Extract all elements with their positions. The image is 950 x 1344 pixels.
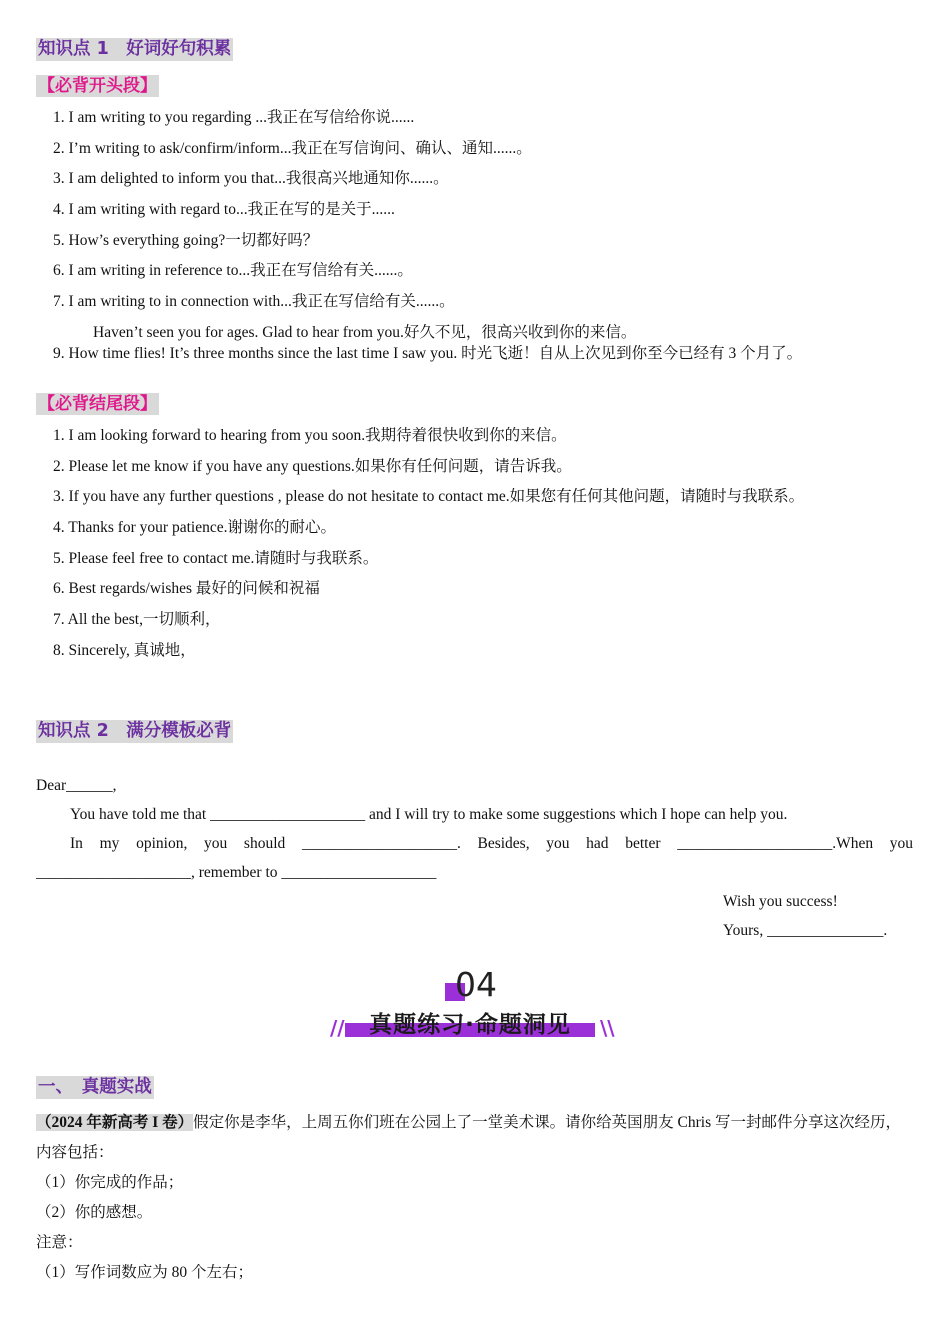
- section-heading-exam-practice: 一、 真题实战: [38, 1077, 152, 1097]
- template-line-3: ____________________, remember to ____________________: [36, 864, 437, 881]
- list-item: 8. Sincerely, 真诚地，: [53, 641, 196, 659]
- list-item: 4. Thanks for your patience.谢谢你的耐心。: [53, 519, 336, 537]
- list-item: 5. How’s everything going?一切都好吗？: [53, 231, 319, 249]
- list-item: 7. All the best,一切顺利，: [53, 611, 221, 629]
- list-item: 9. How time flies! It’s three months since the last time I saw you. 时光飞逝！自从上次见到你至今已经有 3 个月了。: [53, 345, 803, 362]
- banner-slash-right: \\: [600, 1016, 615, 1040]
- list-item: 1. I am looking forward to hearing from you soon.我期待着很快收到你的来信。: [53, 427, 567, 444]
- section-banner: [330, 965, 620, 1045]
- list-item: 5. Please feel free to contact me.请随时与我联系。: [53, 549, 379, 567]
- list-item: 4. I am writing with regard to...我正在写的是关于......: [53, 201, 395, 219]
- list-item: Haven’t seen you for ages. Glad to hear from you.好久不见，很高兴收到你的来信。: [93, 324, 637, 341]
- closing-phrase-list: [53, 425, 804, 671]
- letter-salutation: Dear______,: [36, 777, 117, 794]
- list-item: 2. I’m writing to ask/confirm/inform...我正在写信询问、确认、通知......。: [53, 139, 532, 157]
- list-item: 7. I am writing to in connection with...我正在写信给有关......。: [53, 293, 455, 311]
- section-heading-knowledge-2: 知识点 2 满分模板必背: [38, 721, 232, 741]
- section-heading-knowledge-1: 知识点 1 好词好句积累: [38, 39, 232, 59]
- requirement-item: （2）你的感想。: [36, 1204, 153, 1221]
- exam-prompt-text: 假定你是李华，上周五你们班在公园上了一堂美术课。请你给英国朋友 Chris 写一封邮件分享这次经历，内容包括：: [36, 1114, 902, 1161]
- requirement-item: （1）你完成的作品；: [36, 1174, 184, 1191]
- list-item: 6. Best regards/wishes 最好的问候和祝福: [53, 580, 320, 598]
- opening-paragraph-label: 【必背开头段】: [38, 76, 157, 96]
- exam-prompt: [36, 1108, 914, 1168]
- list-item: 3. I am delighted to inform you that...我很高兴地通知你......。: [53, 170, 449, 188]
- banner-title: 真题练习·命题洞见: [369, 1012, 571, 1038]
- template-line-2: In my opinion, you should ____________________. Besides, you had better ____________________.When you: [70, 835, 914, 852]
- list-item: 2. Please let me know if you have any questions.如果你有任何问题，请告诉我。: [53, 457, 572, 475]
- banner-slash-left: //: [330, 1016, 345, 1040]
- closing-paragraph-label: 【必背结尾段】: [38, 394, 157, 414]
- letter-closing-wish: Wish you success!: [723, 893, 838, 910]
- note-item: （1）写作词数应为 80 个左右；: [36, 1264, 254, 1281]
- letter-signature: Yours, _______________.: [723, 922, 888, 939]
- list-item: 1. I am writing to you regarding ...我正在写信给你说......: [53, 109, 415, 126]
- opening-phrase-list: [53, 107, 532, 322]
- list-item: 3. If you have any further questions , please do not hesitate to contact me.如果您有任何其他问题，请随时与我联系。: [53, 488, 805, 506]
- notes-label: 注意：: [36, 1234, 83, 1251]
- banner-number: 04: [455, 965, 497, 1004]
- template-line-1: You have told me that ____________________ and I will try to make some suggestions which I hope can help you.: [70, 806, 788, 823]
- exam-source-tag: （2024 年新高考 I 卷）: [36, 1114, 194, 1131]
- list-item: 6. I am writing in reference to...我正在写信给有关......。: [53, 262, 413, 280]
